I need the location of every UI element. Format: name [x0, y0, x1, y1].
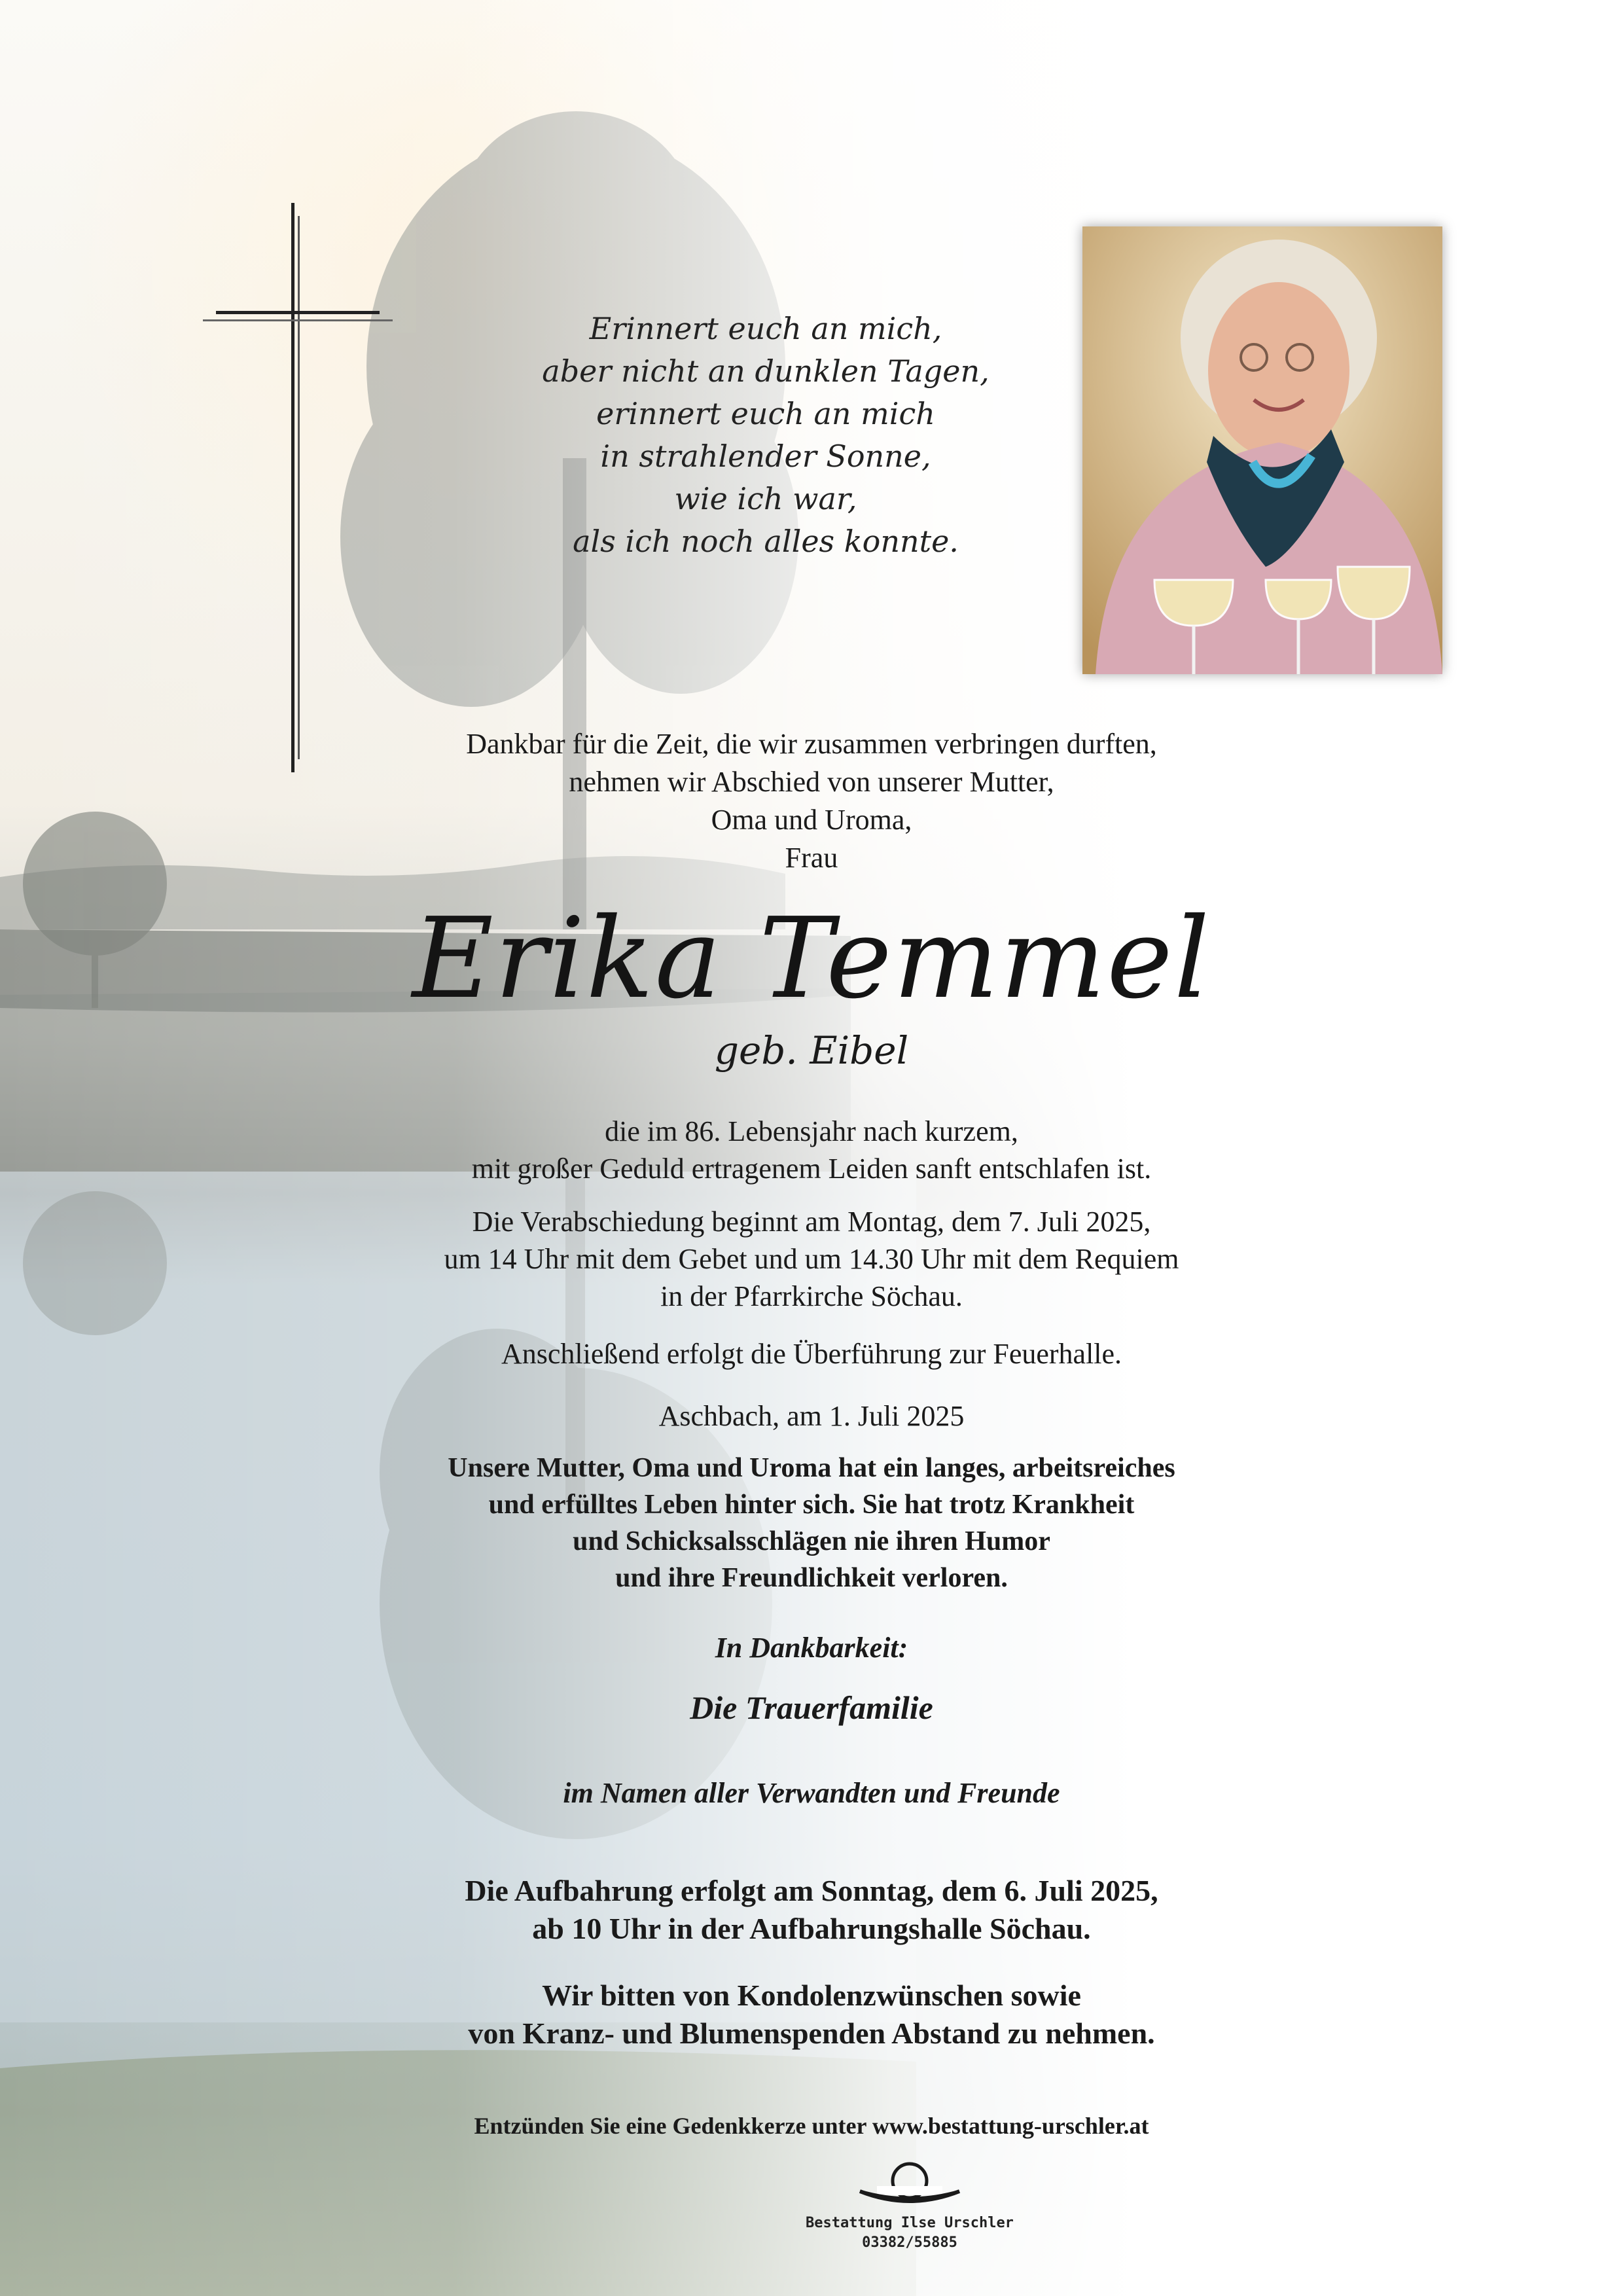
memorial-poem: [406, 308, 1126, 563]
portrait-photo: [1082, 226, 1442, 674]
intro-line: Frau: [785, 842, 838, 874]
poem-line: wie ich war,: [674, 481, 857, 516]
ceremony-line: in der Pfarrkirche Söchau.: [660, 1280, 963, 1312]
company-info: [746, 2214, 1073, 2253]
place-date: Aschbach, am 1. Juli 2025: [658, 1400, 965, 1432]
tribute-line: und erfülltes Leben hinter sich. Sie hat trotz Krankheit: [488, 1490, 1135, 1520]
passing-line: mit großer Geduld ertragenem Leiden sanft entschlafen ist.: [471, 1153, 1152, 1185]
ceremony-text: [406, 1203, 1217, 1315]
company-phone: 03382/55885: [862, 2234, 957, 2251]
intro-line: Dankbar für die Zeit, die wir zusammen verbringen durften,: [466, 728, 1157, 760]
tribute-line: und Schicksalsschlägen nie ihren Humor: [573, 1526, 1050, 1556]
poem-line: in strahlender Sonne,: [600, 439, 931, 474]
viewing-text: [406, 1872, 1217, 1948]
relatives-note: im Namen aller Verwandten und Freunde: [563, 1777, 1060, 1809]
cross-icon: [196, 203, 393, 772]
intro-line: Oma und Uroma,: [711, 804, 912, 836]
poem-line: als ich noch alles konnte.: [573, 524, 959, 559]
deceased-name: Erika Temmel: [412, 894, 1211, 1024]
passing-text: [406, 1113, 1217, 1187]
company-name: Bestattung Ilse Urschler: [806, 2215, 1014, 2231]
transfer-text: Anschließend erfolgt die Überführung zur Feuerhalle.: [501, 1338, 1122, 1370]
ceremony-line: Die Verabschiedung beginnt am Montag, dem 7. Juli 2025,: [472, 1206, 1151, 1238]
urschler-logo-icon: [857, 2160, 962, 2212]
thanks-heading: In Dankbarkeit:: [715, 1632, 908, 1664]
request-line: von Kranz- und Blumenspenden Abstand zu nehmen.: [468, 2017, 1155, 2050]
tribute-text: [406, 1450, 1217, 1596]
tribute-line: Unsere Mutter, Oma und Uroma hat ein langes, arbeitsreiches: [448, 1453, 1175, 1483]
family-signature: Die Trauerfamilie: [690, 1689, 933, 1726]
passing-line: die im 86. Lebensjahr nach kurzem,: [605, 1115, 1018, 1147]
viewing-line: ab 10 Uhr in der Aufbahrungshalle Söchau.: [532, 1912, 1091, 1945]
request-line: Wir bitten von Kondolenzwünschen sowie: [542, 1979, 1081, 2012]
candle-link-note: Entzünden Sie eine Gedenkkerze unter www.bestattung-urschler.at: [474, 2113, 1149, 2139]
tribute-line: und ihre Freundlichkeit verloren.: [615, 1563, 1008, 1593]
intro-line: nehmen wir Abschied von unserer Mutter,: [569, 766, 1054, 798]
request-text: [406, 1977, 1217, 2053]
poem-line: aber nicht an dunklen Tagen,: [542, 353, 990, 389]
maiden-name: geb. Eibel: [714, 1028, 909, 1073]
poem-line: Erinnert euch an mich,: [589, 311, 942, 346]
ceremony-line: um 14 Uhr mit dem Gebet und um 14.30 Uhr mit dem Requiem: [444, 1243, 1179, 1275]
intro-text: [406, 725, 1217, 877]
poem-line: erinnert euch an mich: [596, 396, 935, 431]
viewing-line: Die Aufbahrung erfolgt am Sonntag, dem 6. Juli 2025,: [465, 1874, 1158, 1907]
